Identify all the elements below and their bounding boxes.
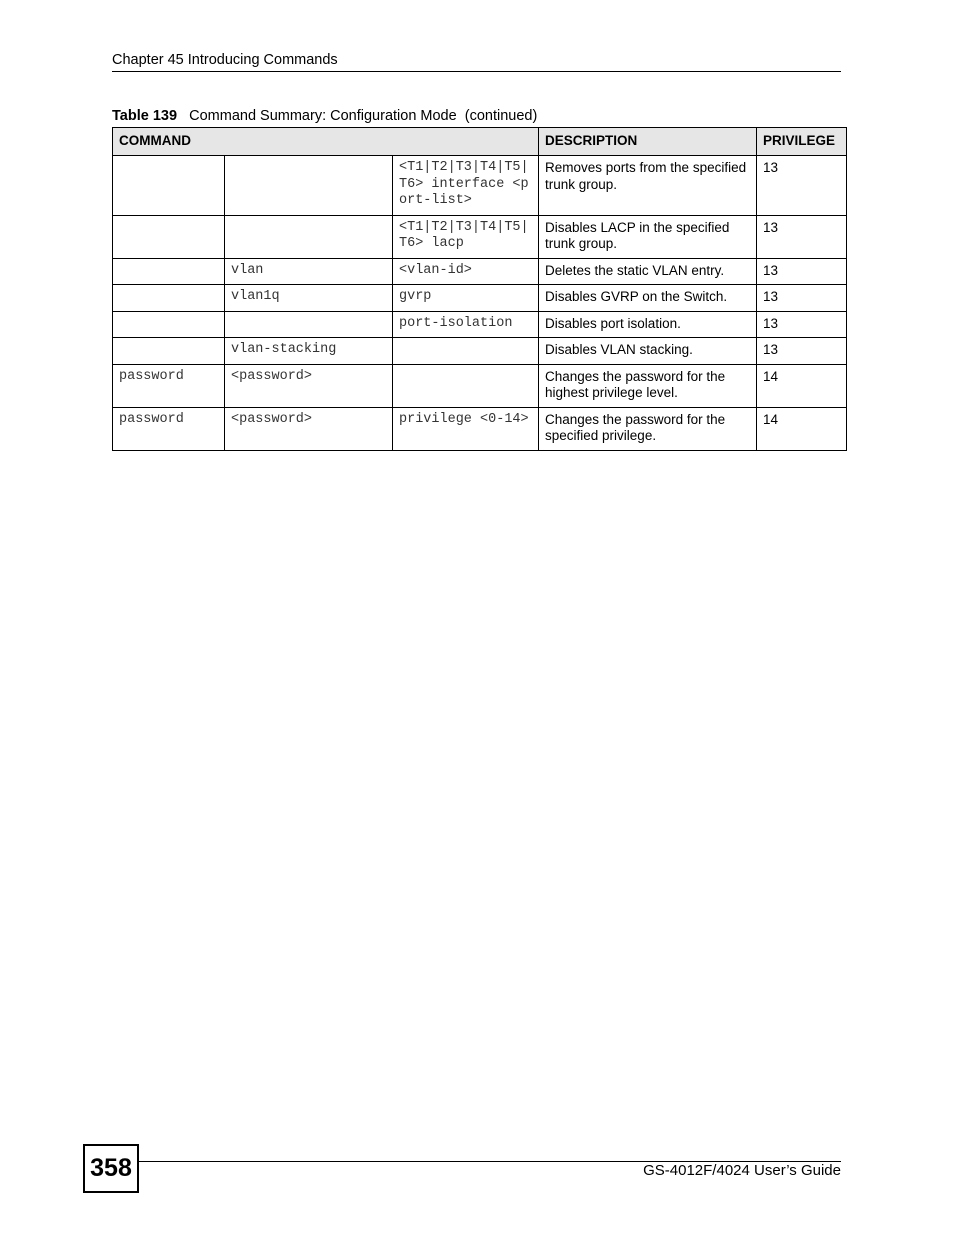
cell-command-2 — [225, 156, 393, 216]
page-number: 358 — [83, 1144, 139, 1193]
table-row — [113, 215, 847, 258]
header-rule — [112, 71, 841, 72]
cell-privilege: 13 — [757, 215, 847, 258]
command-summary-table — [112, 127, 847, 451]
cell-command-3: privilege <0-14> — [393, 407, 539, 450]
cell-privilege: 14 — [757, 407, 847, 450]
cell-command-3 — [393, 364, 539, 407]
cell-command-3: port-isolation — [393, 311, 539, 338]
cell-command-2: vlan1q — [225, 285, 393, 312]
table-row — [113, 285, 847, 312]
cell-description: Deletes the static VLAN entry. — [539, 258, 757, 285]
cell-privilege: 14 — [757, 364, 847, 407]
cell-command-3: <vlan-id> — [393, 258, 539, 285]
cell-command-1 — [113, 215, 225, 258]
cell-command-1 — [113, 311, 225, 338]
cell-command-1: password — [113, 364, 225, 407]
cell-command-1 — [113, 285, 225, 312]
cell-command-1: password — [113, 407, 225, 450]
cell-description: Removes ports from the specified trunk group. — [539, 156, 757, 216]
cell-command-2: <password> — [225, 407, 393, 450]
table-row — [113, 364, 847, 407]
table-header-row — [113, 128, 847, 156]
cell-command-3: gvrp — [393, 285, 539, 312]
table-caption — [112, 108, 537, 124]
table-row — [113, 258, 847, 285]
cell-command-1 — [113, 156, 225, 216]
footer-guide-title: GS-4012F/4024 User’s Guide — [643, 1162, 841, 1179]
cell-command-3: <T1|T2|T3|T4|T5|T6> interface <port-list> — [393, 156, 539, 216]
cell-command-2 — [225, 215, 393, 258]
cell-command-2: vlan-stacking — [225, 338, 393, 365]
table-row — [113, 156, 847, 216]
cell-privilege: 13 — [757, 311, 847, 338]
cell-description: Disables port isolation. — [539, 311, 757, 338]
table-row — [113, 338, 847, 365]
cell-privilege: 13 — [757, 338, 847, 365]
table-row — [113, 407, 847, 450]
table-number: Table 139 — [112, 108, 178, 124]
cell-command-3 — [393, 338, 539, 365]
cell-description: Disables LACP in the specified trunk group. — [539, 215, 757, 258]
cell-privilege: 13 — [757, 156, 847, 216]
header-command: COMMAND — [113, 128, 539, 156]
table-title: Command Summary: Configuration Mode (continued) — [189, 108, 538, 124]
header-description: DESCRIPTION — [539, 128, 757, 156]
cell-command-3: <T1|T2|T3|T4|T5|T6> lacp — [393, 215, 539, 258]
cell-description: Disables VLAN stacking. — [539, 338, 757, 365]
cell-command-1 — [113, 338, 225, 365]
header-privilege: PRIVILEGE — [757, 128, 847, 156]
cell-description: Disables GVRP on the Switch. — [539, 285, 757, 312]
cell-command-2: vlan — [225, 258, 393, 285]
cell-command-1 — [113, 258, 225, 285]
table-row — [113, 311, 847, 338]
cell-command-2 — [225, 311, 393, 338]
cell-command-2: <password> — [225, 364, 393, 407]
chapter-header: Chapter 45 Introducing Commands — [112, 52, 338, 68]
cell-privilege: 13 — [757, 258, 847, 285]
cell-description: Changes the password for the highest privilege level. — [539, 364, 757, 407]
cell-privilege: 13 — [757, 285, 847, 312]
cell-description: Changes the password for the specified privilege. — [539, 407, 757, 450]
